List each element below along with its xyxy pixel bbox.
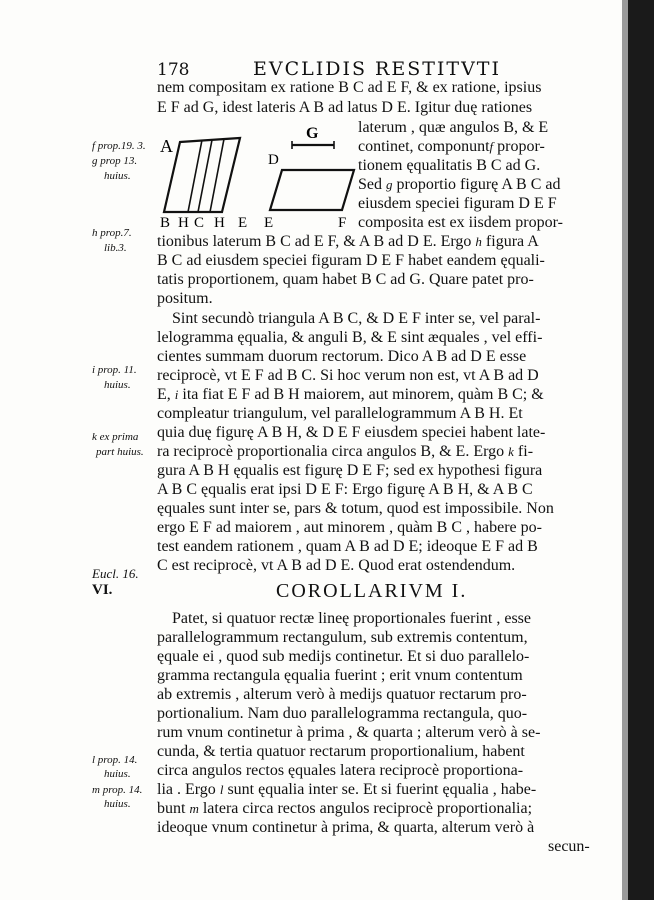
page-edge-dark: [628, 0, 654, 900]
text-line: secun-: [548, 838, 590, 855]
text-line: E F ad G, idest lateris A B ad latus D E. Igitur duę rationes: [157, 99, 533, 116]
text-line: ab extremis , alterum verò à medijs quatuor rectarum pro-: [157, 686, 527, 703]
running-title: EVCLIDIS RESTITVTI: [253, 58, 501, 80]
text-line: ergo E F ad maiorem , aut minorem , quàm B C , habere po-: [157, 519, 542, 536]
figure-label-b: B: [160, 215, 171, 230]
text-line: Sint secundò triangula A B C, & D E F inter se, vel paral-: [172, 310, 541, 327]
text-line: tionibus laterum B C ad E F, & A B ad D E. Ergo h figura A: [157, 233, 539, 250]
text-line: compleatur triangulum, vel parallelogrammum A B H. Et: [157, 405, 523, 422]
figure-label-g: G: [306, 125, 319, 142]
text-line: B C ad eiusdem speciei figuram D E F habet eandem ęquali-: [157, 252, 545, 269]
text-line: bunt m latera circa rectos angulos reciprocè proportionalia;: [157, 800, 533, 817]
text-line: parallelogrammum rectangulum, sub extremis contentum,: [157, 629, 528, 646]
margin-note-euclid-book: VI.: [92, 582, 113, 598]
margin-note-k-2: part huius.: [96, 446, 144, 458]
parallelogram-abh-side-3: [210, 139, 224, 212]
text-line: nem compositam ex ratione B C ad E F, & ex ratione, ipsius: [157, 79, 542, 96]
reference-letter: k: [508, 444, 514, 459]
margin-note-i-1: i prop. 11.: [92, 364, 137, 376]
text-line: C est reciprocè, vt A B ad D E. Quod erat ostendendum.: [157, 557, 516, 574]
reference-letter: l: [219, 782, 224, 797]
reference-letter: h: [475, 234, 482, 249]
figure-label-c: C: [194, 215, 205, 230]
section-heading: COROLLARIVM I.: [276, 580, 468, 602]
figure-label-d: D: [268, 152, 279, 168]
parallelogram-def: [270, 170, 354, 210]
reference-letter: i: [174, 387, 179, 402]
margin-note-l-2: huius.: [104, 768, 131, 780]
text-line: lia . Ergo l sunt ęqualia inter se. Et si fuerint ęqualia , habe-: [157, 781, 537, 798]
margin-note-euclid: Eucl. 16.: [92, 566, 139, 581]
text-line: E, i ita fiat E F ad B H maiorem, aut minorem, quàm B C; &: [157, 386, 544, 403]
reference-letter: m: [189, 801, 199, 816]
margin-note-g-2: huius.: [104, 170, 131, 182]
figure-label-a: A: [160, 136, 173, 156]
parallelogram-abc: [164, 138, 240, 212]
margin-note-g-1: g prop 13.: [92, 155, 138, 167]
reference-letter: g: [386, 177, 393, 192]
text-line: cunda, & tertia quatuor rectarum proportionalium, habent: [157, 743, 525, 760]
margin-note-h-2: lib.3.: [104, 242, 127, 254]
margin-note-i-2: huius.: [104, 379, 131, 391]
figure-label-h1: H: [178, 215, 189, 230]
text-line: gramma rectangula ęqualia fuerint ; erit vnum contentum: [157, 667, 523, 684]
text-line: Sed g proportio figurę A B C ad: [358, 176, 561, 193]
margin-note-f-1: f prop.19. 3.: [92, 140, 146, 152]
text-line: cientes summam duorum rectorum. Dico A B ad D E esse: [157, 348, 527, 365]
text-line: ęquale ei , quod sub medijs continetur. Et si duo parallelo-: [157, 648, 530, 665]
text-line: composita est ex iisdem propor-: [358, 214, 563, 231]
geometric-figure: [158, 120, 364, 230]
margin-note-l-1: l prop. 14.: [92, 754, 138, 766]
reference-letter: f: [489, 139, 494, 154]
text-line: ęquales sunt inter se, pars & totum, quod est impossibile. Non: [157, 500, 554, 517]
text-line: positum.: [157, 290, 213, 307]
text-line: circa angulos rectos ęquales latera reciprocè proportiona-: [157, 762, 524, 779]
figure-label-f: F: [338, 215, 347, 230]
margin-note-h-1: h prop.7.: [92, 227, 132, 239]
figure-label-e2: E: [264, 215, 274, 230]
figure-label-e: E: [238, 215, 248, 230]
text-line: continet, componuntf propor-: [358, 138, 545, 155]
text-line: tatis proportionem, quam habet B C ad G. Quare patet pro-: [157, 271, 534, 288]
margin-note-m-1: m prop. 14.: [92, 784, 143, 796]
text-line: rum vnum continetur à prima , & quarta ; alterum verò à se-: [157, 724, 541, 741]
figure-label-h2: H: [214, 215, 225, 230]
text-line: laterum , quæ angulos B, & E: [358, 119, 549, 136]
text-line: eiusdem speciei figuram D E F: [358, 195, 557, 212]
margin-note-m-2: huius.: [104, 798, 131, 810]
text-line: A B C ęqualis erat ipsi D E F: Ergo figurę A B H, & A B C: [157, 481, 533, 498]
margin-note-k-1: k ex prima: [92, 431, 139, 443]
text-line: Patet, si quatuor rectæ lineę proportionales fuerint , esse: [172, 610, 532, 627]
text-line: quia duę figurę A B H, & D E F eiusdem speciei habent late-: [157, 424, 546, 441]
text-line: ra reciprocè proportionalia circa angulos B, & E. Ergo k fi-: [157, 443, 534, 460]
text-line: ideoque vnum continetur à prima, & quarta, alterum verò à: [157, 819, 535, 836]
text-line: tionem ęqualitatis B C ad G.: [358, 157, 541, 174]
text-line: portionalium. Nam duo parallelogramma rectangula, quo-: [157, 705, 528, 722]
text-line: reciprocè, vt E F ad B C. Si hoc verum non est, vt A B ad D: [157, 367, 539, 384]
text-line: lelogramma ęqualia, & anguli B, & E sint æquales , vel effi-: [157, 329, 543, 346]
page-number: 178: [157, 60, 190, 80]
text-line: test eandem rationem , quam A B ad D E; ideoque E F ad B: [157, 538, 538, 555]
text-line: gura A B H ęqualis est figurę D E F; sed ex hypothesi figura: [157, 462, 543, 479]
